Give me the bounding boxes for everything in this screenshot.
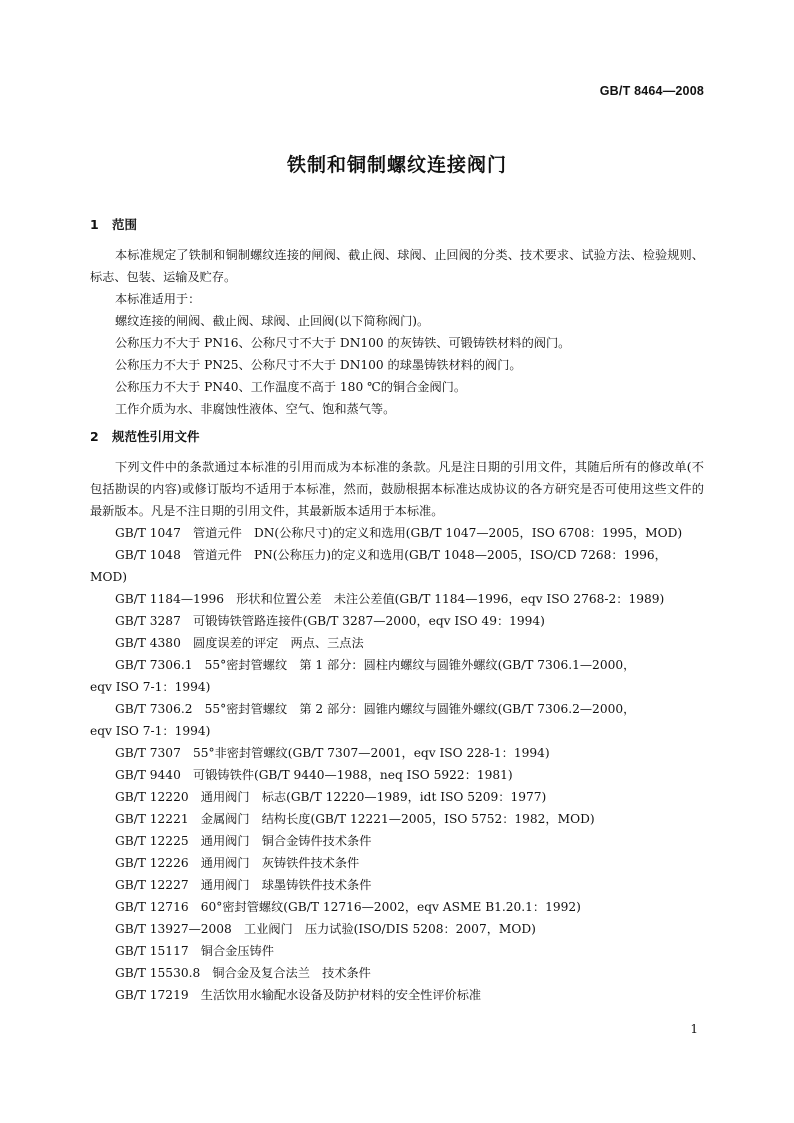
reference-item (90, 786, 704, 808)
reference-text: GB/T 13927—2008 工业阀门 压力试验(ISO/DIS 5208：2007，MOD) (115, 922, 536, 936)
reference-item (90, 852, 704, 874)
reference-item (90, 808, 704, 830)
reference-continuation: MOD) (90, 570, 127, 584)
section-1-heading (90, 214, 704, 236)
reference-text: GB/T 4380 圆度误差的评定 两点、三点法 (115, 636, 364, 650)
reference-continuation: eqv ISO 7-1：1994) (90, 724, 211, 738)
reference-item (90, 874, 704, 896)
reference-text: GB/T 15530.8 铜合金及复合法兰 技术条件 (115, 966, 371, 980)
reference-item (90, 632, 704, 654)
scope-paragraph: 公称压力不大于 PN16、公称尺寸不大于 DN100 的灰铸铁、可锻铸铁材料的阀门。 (115, 336, 571, 350)
reference-text: GB/T 15117 铜合金压铸件 (115, 944, 274, 958)
reference-text: GB/T 1184—1996 形状和位置公差 未注公差值(GB/T 1184—1996，eqv ISO 2768-2：1989) (115, 592, 665, 606)
reference-text: GB/T 1048 管道元件 PN(公称压力)的定义和选用(GB/T 1048—2005，ISO/CD 7268：1996， (115, 548, 667, 562)
reference-item (90, 962, 704, 984)
reference-item (90, 522, 704, 544)
reference-item (90, 830, 704, 852)
reference-item (90, 918, 704, 940)
reference-text: GB/T 12225 通用阀门 铜合金铸件技术条件 (115, 834, 372, 848)
reference-text: GB/T 12227 通用阀门 球墨铸铁件技术条件 (115, 878, 372, 892)
reference-text: GB/T 12220 通用阀门 标志(GB/T 12220—1989，idt ISO 5209：1977) (115, 790, 547, 804)
section-2-title: 规范性引用文件 (112, 429, 200, 444)
scope-paragraph: 螺纹连接的闸阀、截止阀、球阀、止回阀(以下简称阀门)。 (115, 314, 430, 328)
reference-text: GB/T 7306.1 55°密封管螺纹 第 1 部分：圆柱内螺纹与圆锥外螺纹(GB/T 7306.1—2000， (115, 658, 636, 672)
reference-item (90, 698, 704, 742)
reference-text: GB/T 7306.2 55°密封管螺纹 第 2 部分：圆锥内螺纹与圆锥外螺纹(GB/T 7306.2—2000， (115, 702, 636, 716)
document-body (90, 214, 704, 1006)
scope-paragraph: 工作介质为水、非腐蚀性液体、空气、饱和蒸气等。 (115, 402, 396, 416)
reference-item (90, 588, 704, 610)
section-1-number: 1 (90, 217, 99, 232)
reference-text: GB/T 12221 金属阀门 结构长度(GB/T 12221—2005，ISO 5752：1982，MOD) (115, 812, 595, 826)
reference-text: GB/T 7307 55°非密封管螺纹(GB/T 7307—2001，eqv ISO 228-1：1994) (115, 746, 550, 760)
reference-text: GB/T 17219 生活饮用水输配水设备及防护材料的安全性评价标准 (115, 988, 482, 1002)
reference-continuation: eqv ISO 7-1：1994) (90, 680, 211, 694)
reference-item (90, 742, 704, 764)
reference-text: GB/T 1047 管道元件 DN(公称尺寸)的定义和选用(GB/T 1047—2005，ISO 6708：1995，MOD) (115, 526, 683, 540)
references-intro: 下列文件中的条款通过本标准的引用而成为本标准的条款。凡是注日期的引用文件，其随后所有的修改单(不包括勘误的内容)或修订版均不适用于本标准，然而，鼓励根据本标准达成协议的各方研究是否可使用这些文件的最新版本。凡是不注日期的引用文件，其最新版本适用于本标准。 (90, 460, 704, 518)
section-2-number: 2 (90, 429, 99, 444)
reference-text: GB/T 12226 通用阀门 灰铸铁件技术条件 (115, 856, 360, 870)
reference-item (90, 896, 704, 918)
reference-item (90, 654, 704, 698)
scope-paragraph: 公称压力不大于 PN40、工作温度不高于 180 ℃的铜合金阀门。 (115, 380, 467, 394)
reference-item (90, 610, 704, 632)
reference-text: GB/T 3287 可锻铸铁管路连接件(GB/T 3287—2000，eqv ISO 49：1994) (115, 614, 545, 628)
reference-text: GB/T 12716 60°密封管螺纹(GB/T 12716—2002，eqv ASME B1.20.1：1992) (115, 900, 581, 914)
page-number: 1 (690, 1022, 698, 1036)
standard-code: GB/T 8464—2008 (599, 84, 704, 98)
reference-text: GB/T 9440 可锻铸铁件(GB/T 9440—1988，neq ISO 5922：1981) (115, 768, 513, 782)
reference-item (90, 940, 704, 962)
scope-paragraph: 本标准规定了铁制和铜制螺纹连接的闸阀、截止阀、球阀、止回阀的分类、技术要求、试验方法、检验规则、标志、包装、运输及贮存。 (90, 248, 704, 284)
scope-paragraph: 本标准适用于： (115, 292, 201, 306)
reference-item (90, 544, 704, 588)
reference-item (90, 764, 704, 786)
reference-item (90, 984, 704, 1006)
section-1-title: 范围 (112, 217, 138, 232)
scope-paragraph: 公称压力不大于 PN25、公称尺寸不大于 DN100 的球墨铸铁材料的阀门。 (115, 358, 522, 372)
document-title: 铁制和铜制螺纹连接阀门 (286, 154, 507, 176)
section-2-heading (90, 426, 704, 448)
